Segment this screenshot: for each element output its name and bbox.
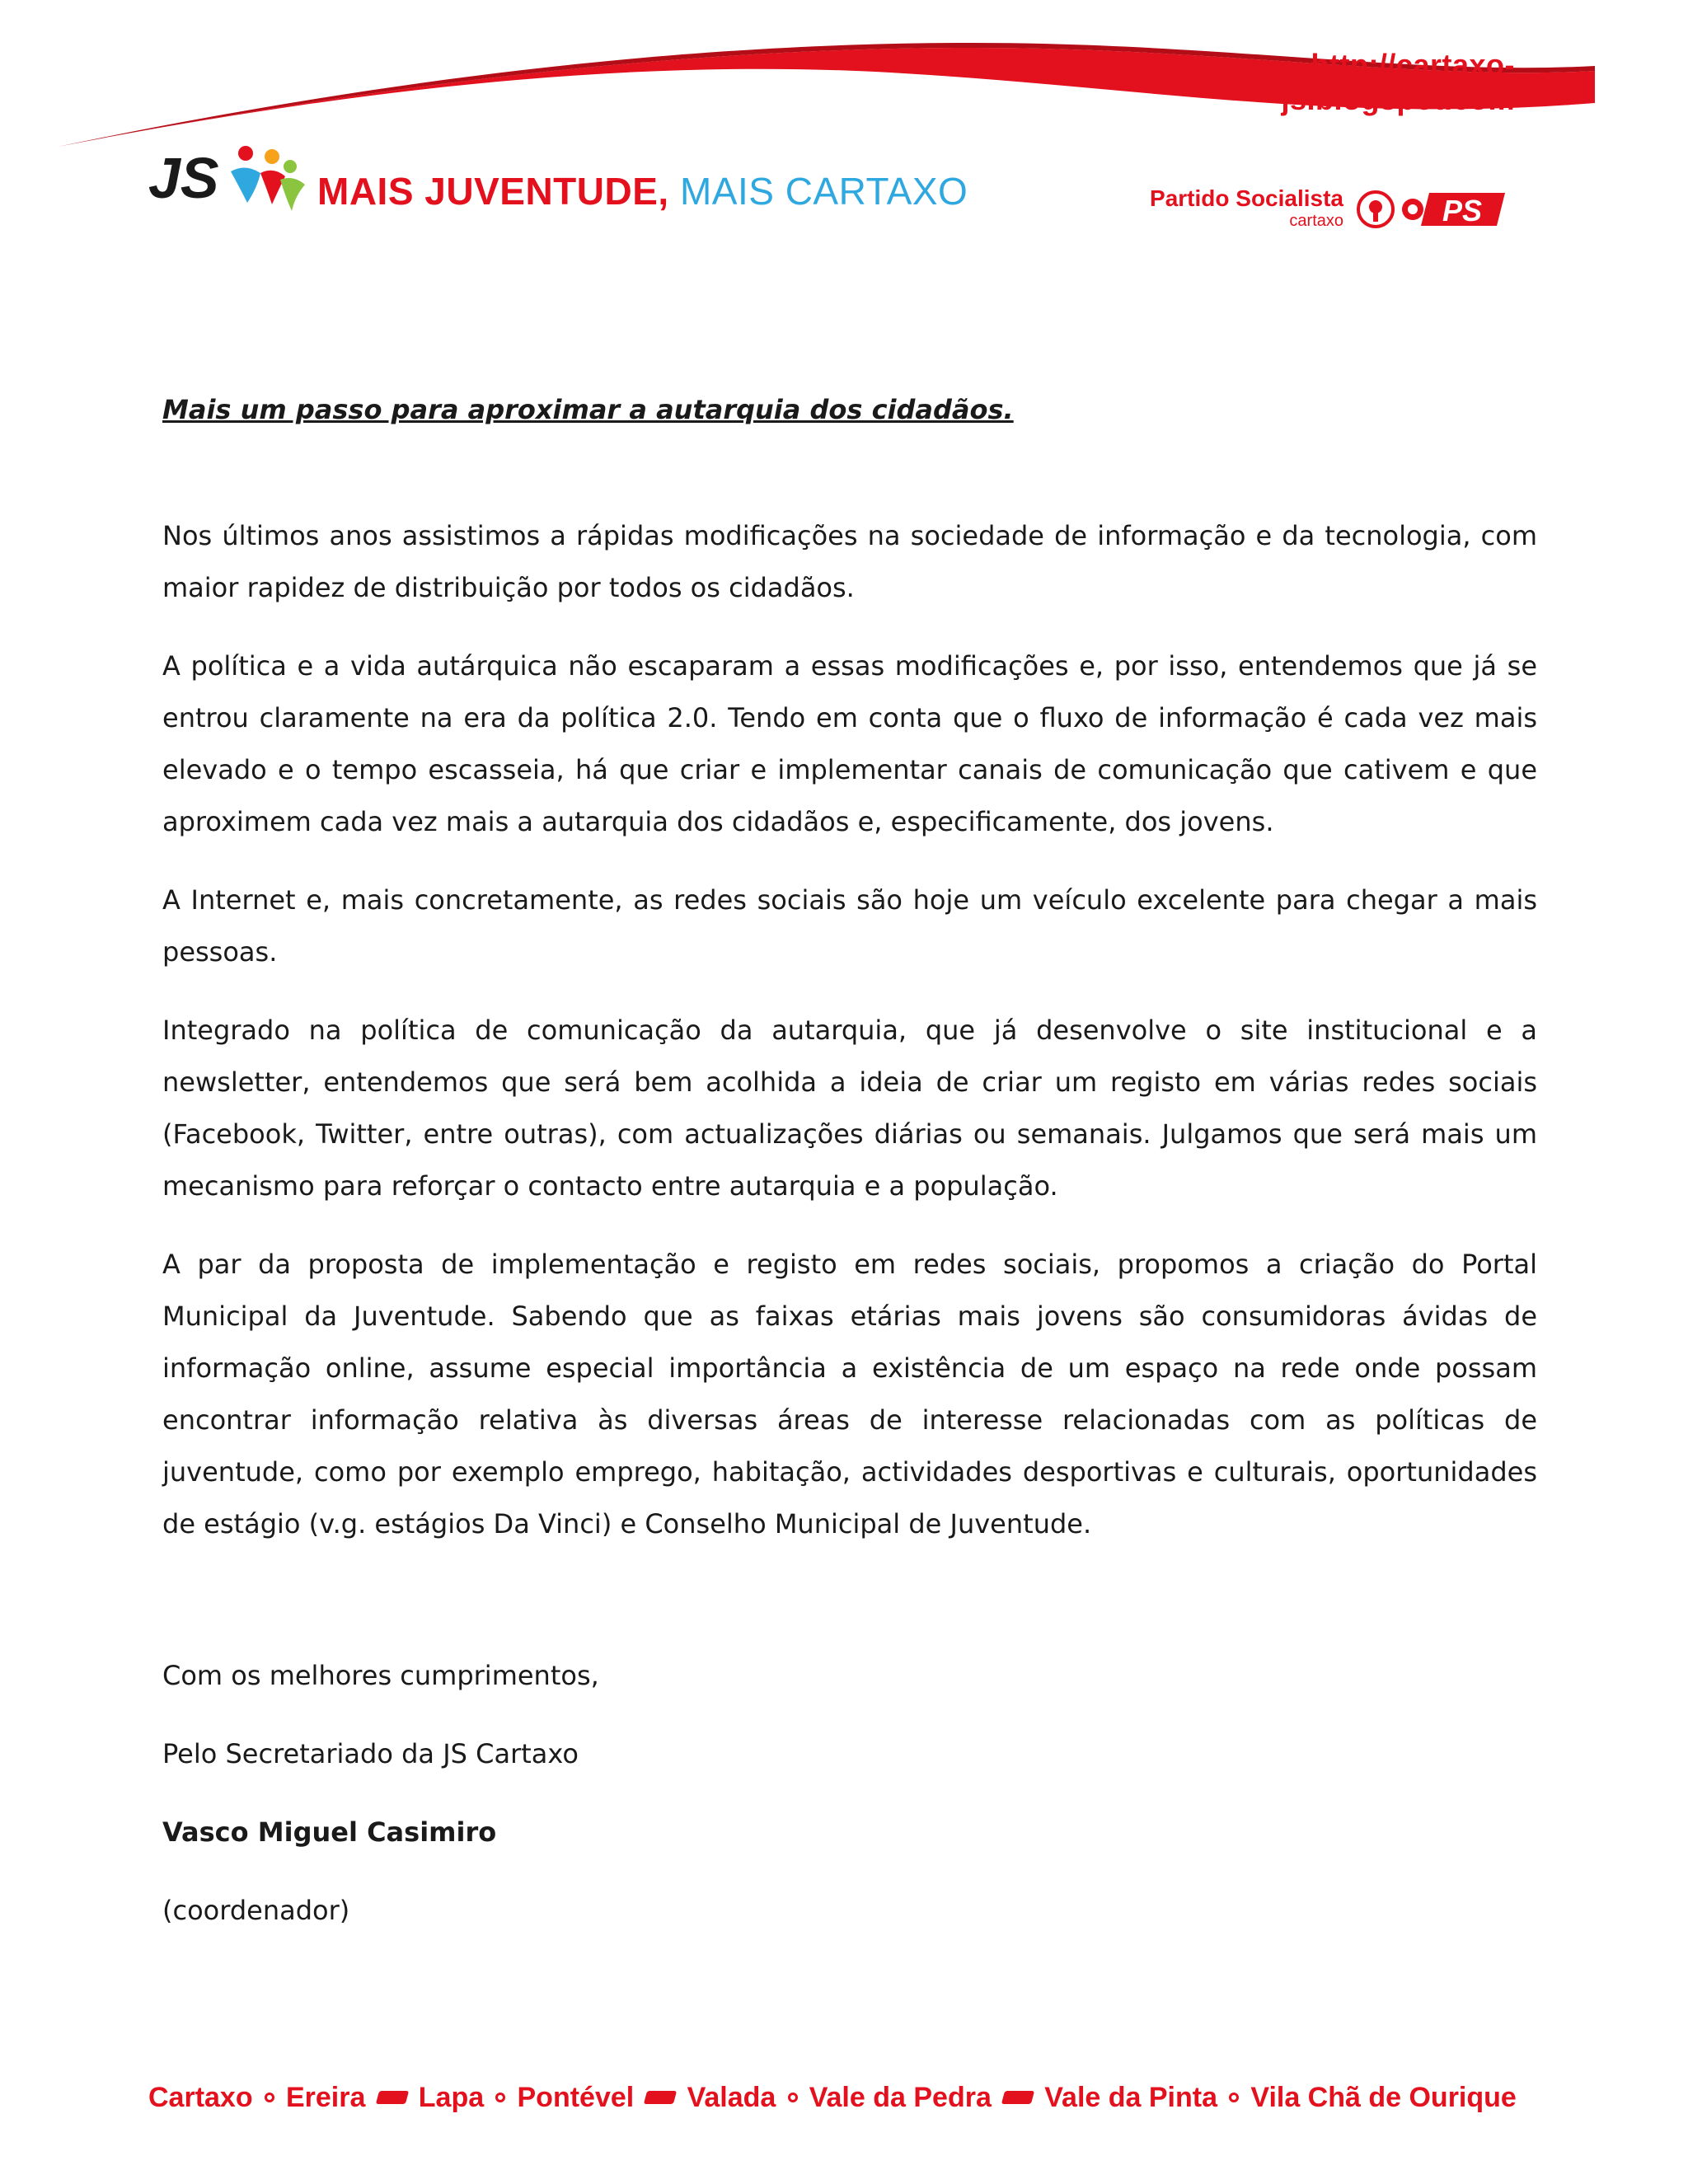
ps-icon — [644, 2091, 677, 2104]
js-logo — [148, 138, 309, 221]
fist-rose-icon — [1356, 190, 1395, 229]
slogan-blue: MAIS CARTAXO — [679, 170, 968, 213]
letter-body — [162, 391, 1537, 1971]
place-lapa: Lapa — [418, 2081, 485, 2113]
signatory-role: (coordenador) — [162, 1895, 350, 1926]
paragraph: A par da proposta de implementação e registo em redes sociais, propomos a criação do Portal Municipal da Juventude. Sabendo que as faixas etárias mais jovens são consumidoras ávidas de informação online, assume especial importância a existência de um espaço na rede onde possam encontrar informação relativa às diversas áreas de interesse relacionadas com as políticas de juventude, como por exemplo emprego, habitação, actividades desportivas e culturais, oportunidades de estágio (v.g. estágios Da Vinci) e Conselho Municipal de Juventude. — [162, 1249, 1537, 1540]
paragraph: A Internet e, mais concretamente, as redes sociais são hoje um veículo excelente para chegar a mais pessoas. — [162, 884, 1537, 968]
paragraph: Integrado na política de comunicação da autarquia, que já desenvolve o site institucional e a newsletter, entendemos que será bem acolhida a ideia de criar um registo em várias redes sociais (Facebook, Twitter, entre outras), com actualizações diárias ou semanais. Julgamos que será mais um mecanismo para reforçar o contacto entre autarquia e a população. — [162, 1015, 1537, 1202]
place-vale-da-pinta: Vale da Pinta — [1044, 2081, 1217, 2113]
circle-icon — [1229, 2093, 1239, 2102]
js-logo-text: JS — [148, 146, 219, 210]
paragraph: Nos últimos anos assistimos a rápidas modificações na sociedade de informação e da tecnologia, com maior rapidez de distribuição por todos os cidadãos. — [162, 520, 1537, 603]
place-ereira: Ereira — [285, 2081, 366, 2113]
place-vale-da-pedra: Vale da Pedra — [809, 2081, 992, 2113]
ps-logo-text: PS — [1442, 194, 1483, 227]
party-block — [1121, 185, 1343, 230]
slogan — [317, 169, 968, 213]
ps-icon — [1001, 2091, 1034, 2104]
letter-paragraphs — [162, 510, 1537, 1550]
letter-closing — [162, 1657, 1537, 1929]
party-location: cartaxo — [1289, 212, 1343, 230]
footer-places — [148, 2077, 1517, 2118]
signed-by: Pelo Secretariado da JS Cartaxo — [162, 1738, 579, 1769]
place-cartaxo: Cartaxo — [148, 2081, 253, 2113]
place-vila-cha-de-ourique: Vila Chã de Ourique — [1250, 2081, 1517, 2113]
circle-icon — [495, 2093, 505, 2102]
party-name: Partido Socialista — [1150, 185, 1343, 211]
place-valada: Valada — [687, 2081, 776, 2113]
place-pontevel: Pontével — [517, 2081, 635, 2113]
circle-icon — [265, 2093, 274, 2102]
ps-logo — [1400, 190, 1507, 229]
closing-greeting: Com os melhores cumprimentos, — [162, 1660, 599, 1691]
signatory-name: Vasco Miguel Casimiro — [162, 1816, 497, 1848]
ps-icon — [375, 2091, 408, 2104]
slogan-red: MAIS JUVENTUDE, — [317, 170, 669, 213]
blog-url[interactable]: http://cartaxo-js.blogspot.com — [1281, 48, 1515, 116]
paragraph: A política e a vida autárquica não escaparam a essas modificações e, por isso, entendemos que já se entrou claramente na era da política 2.0. Tendo em conta que o fluxo de informação é cada vez mais elevado e o tempo escasseia, há que criar e implementar canais de comunicação que cativem e que aproximem cada vez mais a autarquia dos cidadãos e, especificamente, dos jovens. — [162, 650, 1537, 837]
circle-icon — [788, 2093, 798, 2102]
letter-title: Mais um passo para aproximar a autarquia dos cidadãos. — [162, 394, 1014, 425]
